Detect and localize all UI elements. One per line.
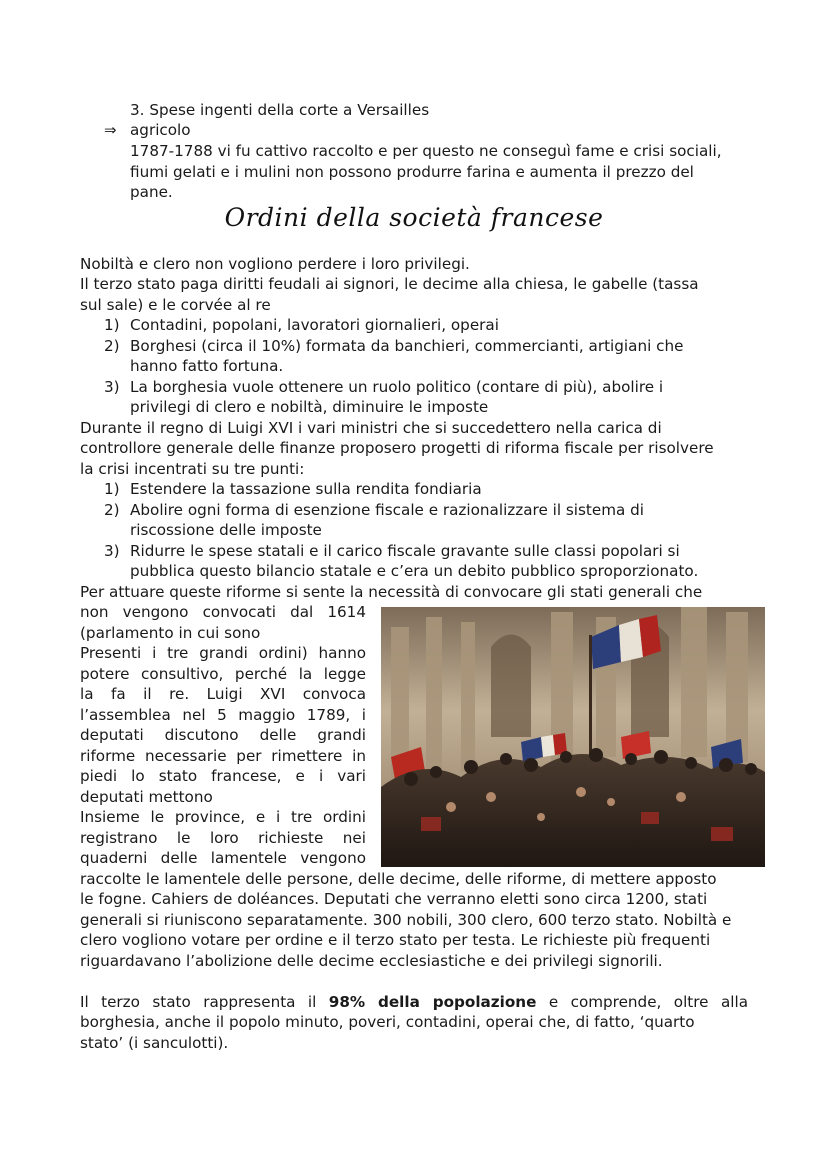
wrapped-line: non vengono convocati dal 1614 bbox=[80, 603, 366, 621]
wrapped-line: deputati discutono delle grandi bbox=[80, 726, 366, 744]
list-item: Estendere la tassazione sulla rendita fondiaria bbox=[130, 480, 482, 498]
wrapped-line: quaderni delle lamentele vengono bbox=[80, 849, 366, 867]
list-item: La borghesia vuole ottenere un ruolo politico (contare di più), abolire i bbox=[130, 378, 664, 396]
implies-arrow-icon: ⇒ bbox=[104, 121, 117, 139]
list-number: 2) bbox=[104, 501, 120, 519]
list-number: 3) bbox=[104, 378, 120, 396]
paragraph-line: clero vogliono votare per ordine e il terzo stato per testa. Le richieste più frequenti bbox=[80, 931, 711, 949]
text-run: Il terzo stato rappresenta il bbox=[80, 993, 329, 1011]
revolution-painting bbox=[381, 607, 765, 867]
paragraph-line: generali si riuniscono separatamente. 300 nobili, 300 clero, 600 terzo stato. Nobiltà e bbox=[80, 911, 732, 929]
list-item: privilegi di clero e nobiltà, diminuire le imposte bbox=[130, 398, 489, 416]
list-number: 2) bbox=[104, 337, 120, 355]
wrapped-line: (parlamento in cui sono bbox=[80, 624, 261, 642]
wrapped-line: Presenti i tre grandi ordini) hanno bbox=[80, 644, 366, 662]
list-item: Borghesi (circa il 10%) formata da banchieri, commercianti, artigiani che bbox=[130, 337, 684, 355]
intro-text-line: pane. bbox=[130, 183, 173, 201]
paragraph-line: riguardavano l’abolizione delle decime ecclesiastiche e dei privilegi signorili. bbox=[80, 952, 663, 970]
wrapped-line: la fa il re. Luigi XVI convoca bbox=[80, 685, 366, 703]
paragraph-line: controllore generale delle finanze proposero progetti di riforma fiscale per risolvere bbox=[80, 439, 714, 457]
paragraph-line: Nobiltà e clero non vogliono perdere i loro privilegi. bbox=[80, 255, 470, 273]
list-item: Contadini, popolani, lavoratori giornalieri, operai bbox=[130, 316, 499, 334]
paragraph-line: le fogne. Cahiers de doléances. Deputati che verranno eletti sono circa 1200, stati bbox=[80, 890, 708, 908]
list-item: Abolire ogni forma di esenzione fiscale e razionalizzare il sistema di bbox=[130, 501, 645, 519]
wrapped-line: Insieme le province, e i tre ordini bbox=[80, 808, 366, 826]
section-title: Ordini della società francese bbox=[224, 203, 604, 232]
intro-heading: agricolo bbox=[130, 121, 191, 139]
paragraph-line: Il terzo stato paga diritti feudali ai signori, le decime alla chiesa, le gabelle (tassa bbox=[80, 275, 699, 293]
list-item: Ridurre le spese statali e il carico fiscale gravante sulle classi popolari si bbox=[130, 542, 680, 560]
list-item: hanno fatto fortuna. bbox=[130, 357, 284, 375]
list-item: pubblica questo bilancio statale e c’era un debito pubblico sproporzionato. bbox=[130, 562, 699, 580]
paragraph-line: Per attuare queste riforme si sente la necessità di convocare gli stati generali che bbox=[80, 583, 703, 601]
intro-list-item: 3. Spese ingenti della corte a Versailles bbox=[130, 101, 430, 119]
intro-text-line: fiumi gelati e i mulini non possono produrre farina e aumenta il prezzo del bbox=[130, 163, 694, 181]
paragraph-line: raccolte le lamentele delle persone, delle decime, delle riforme, di mettere apposto bbox=[80, 870, 717, 888]
list-number: 1) bbox=[104, 316, 120, 334]
wrapped-line: deputati mettono bbox=[80, 788, 213, 806]
paragraph-line bbox=[80, 992, 748, 1013]
wrapped-line: registrano le loro richieste nei bbox=[80, 829, 366, 847]
wrapped-line: l’assemblea nel 5 maggio 1789, i bbox=[80, 706, 366, 724]
paragraph-line: borghesia, anche il popolo minuto, poveri, contadini, operai che, di fatto, ‘quarto bbox=[80, 1013, 695, 1031]
text-run: e comprende, oltre alla bbox=[536, 993, 749, 1011]
paragraph-line: Durante il regno di Luigi XVI i vari ministri che si succedettero nella carica di bbox=[80, 419, 662, 437]
paragraph-line: la crisi incentrati su tre punti: bbox=[80, 460, 305, 478]
wrapped-line: riforme necessarie per rimettere in bbox=[80, 747, 366, 765]
list-number: 3) bbox=[104, 542, 120, 560]
wrapped-line: potere consultivo, perché la legge bbox=[80, 665, 366, 683]
paragraph-line: stato’ (i sanculotti). bbox=[80, 1034, 229, 1052]
wrapped-line: piedi lo stato francese, e i vari bbox=[80, 767, 366, 785]
bold-highlight: 98% della popolazione bbox=[328, 993, 537, 1011]
list-item: riscossione delle imposte bbox=[130, 521, 322, 539]
paragraph-line: sul sale) e le corvée al re bbox=[80, 296, 271, 314]
intro-text-line: 1787-1788 vi fu cattivo raccolto e per questo ne conseguì fame e crisi sociali, bbox=[130, 142, 722, 160]
list-number: 1) bbox=[104, 480, 120, 498]
